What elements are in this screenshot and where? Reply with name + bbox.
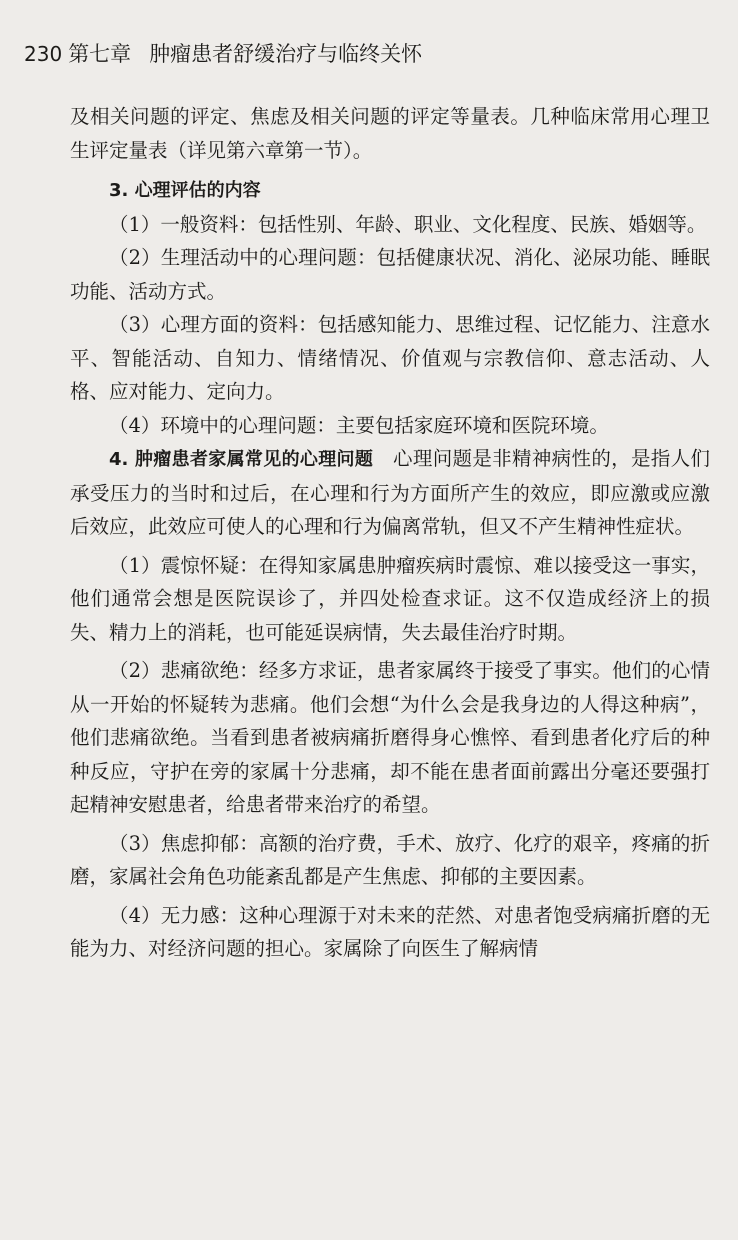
page-number: 230 bbox=[24, 42, 63, 66]
list-item-grief: （2）悲痛欲绝：经多方求证，患者家属终于接受了事实。他们的心情从一开始的怀疑转为悲痛。他们会想“为什么会是我身边的人得这种病”，他们悲痛欲绝。当看到患者被病痛折磨得身心憔悴、看到患者化疗后的种种反应，守护在旁的家属十分悲痛，却不能在患者面前露出分毫还要强打起精神安慰患者，给患者带来治疗的希望。 bbox=[70, 659, 710, 816]
list-item-environment: （4）环境中的心理问题：主要包括家庭环境和医院环境。 bbox=[109, 413, 609, 437]
list-item-shock: （1）震惊怀疑：在得知家属患肿瘤疾病时震惊、难以接受这一事实，他们通常会想是医院误诊了，并四处检查求证。这不仅造成经济上的损失、精力上的消耗，也可能延误病情，失去最佳治疗时期。 bbox=[70, 553, 710, 644]
section-heading-3 bbox=[70, 173, 710, 208]
list-item-anxiety: （3）焦虑抑郁：高额的治疗费，手术、放疗、化疗的艰辛，疼痛的折磨，家属社会角色功能紊乱都是产生焦虑、抑郁的主要因素。 bbox=[70, 831, 710, 888]
heading-text: 3. 心理评估的内容 bbox=[109, 180, 261, 201]
heading-text: 4. 肿瘤患者家属常见的心理问题 bbox=[109, 449, 374, 470]
section-paragraph-4 bbox=[70, 442, 710, 544]
list-item-helplessness: （4）无力感：这种心理源于对未来的茫然、对患者饱受病痛折磨的无能为力、对经济问题的担心。家属除了向医生了解病情 bbox=[70, 903, 710, 960]
chapter-label: 第七章 bbox=[68, 42, 132, 66]
list-item-general-info: （1）一般资料：包括性别、年龄、职业、文化程度、民族、婚姻等。 bbox=[109, 212, 707, 236]
chapter-title: 肿瘤患者舒缓治疗与临终关怀 bbox=[149, 42, 423, 66]
section-4-text: 心理问题是非精神病性的，是指人们承受压力的当时和过后，在心理和行为方面所产生的效应，即应激或应激后效应，此效应可使人的心理和行为偏离常轨，但又不产生精神性症状。 bbox=[70, 447, 710, 538]
running-header bbox=[24, 40, 422, 68]
list-item-psychological: （3）心理方面的资料：包括感知能力、思维过程、记忆能力、注意水平、智能活动、自知力、情绪情况、价值观与宗教信仰、意志活动、人格、应对能力、定向力。 bbox=[70, 313, 710, 403]
paragraph-continued: 及相关问题的评定、焦虑及相关问题的评定等量表。几种临床常用心理卫生评定量表（详见第六章第一节）。 bbox=[70, 105, 710, 162]
list-item-physiological: （2）生理活动中的心理问题：包括健康状况、消化、泌尿功能、睡眠功能、活动方式。 bbox=[70, 246, 710, 303]
page-body bbox=[70, 100, 710, 966]
